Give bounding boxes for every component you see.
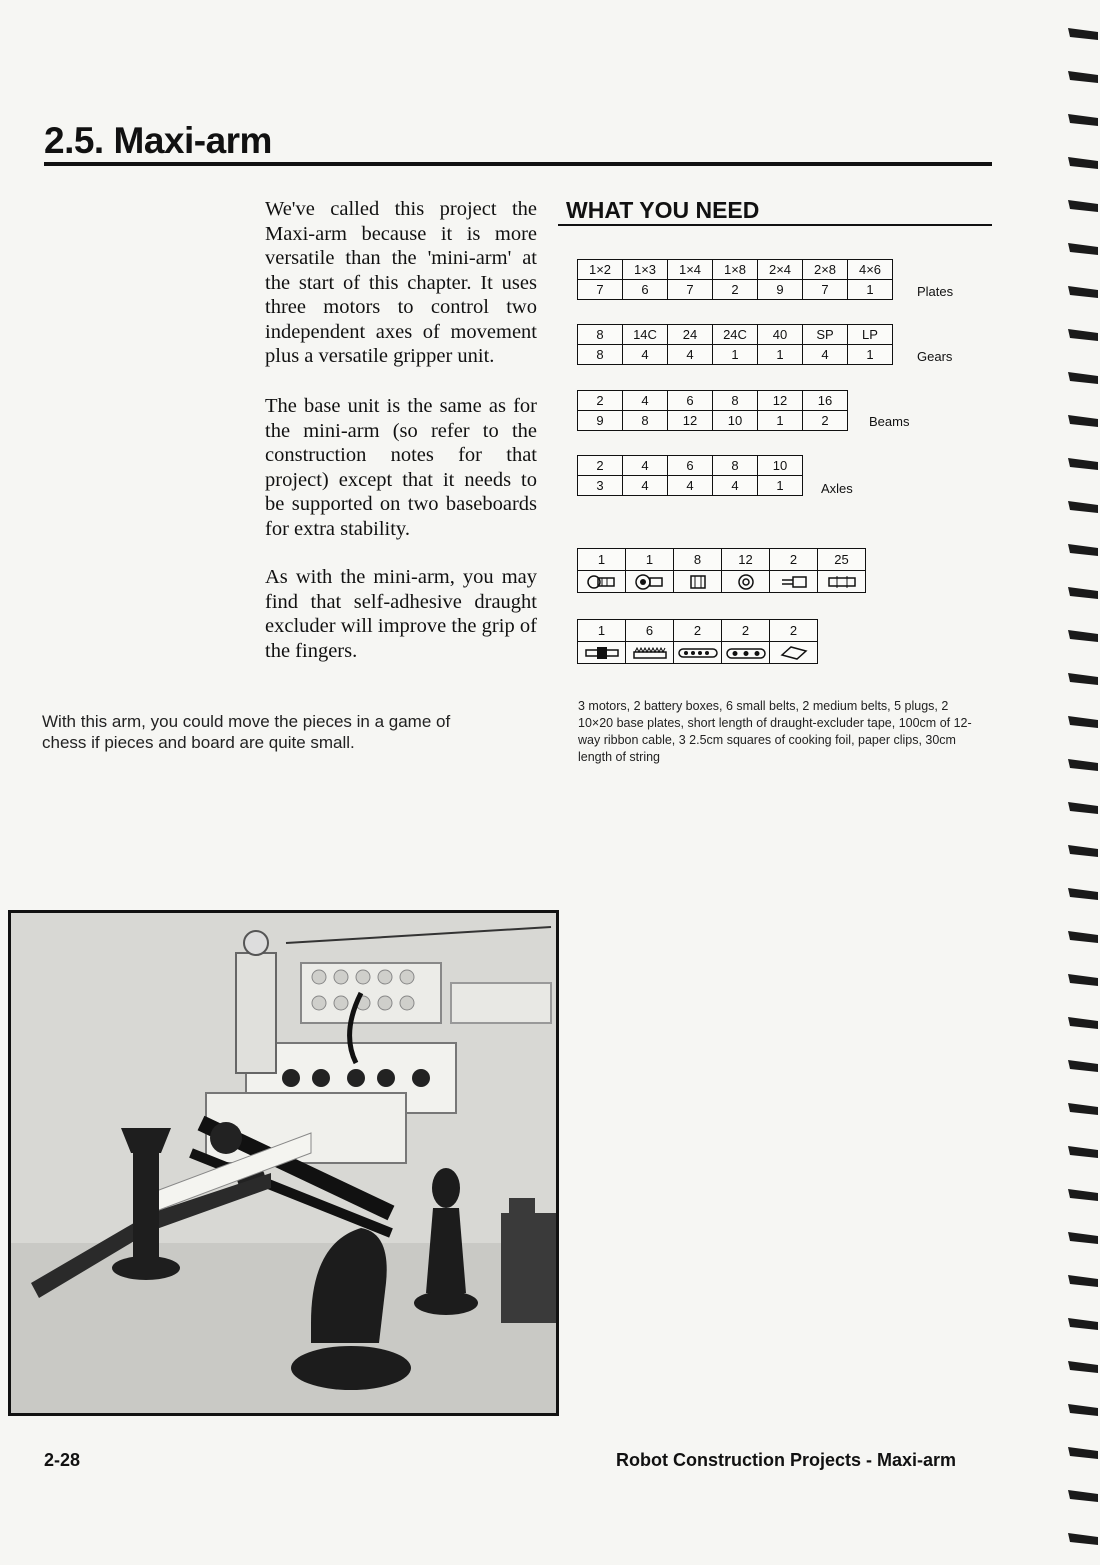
table-cell: 8 bbox=[674, 549, 722, 571]
table-cell: 4 bbox=[623, 456, 668, 476]
table-cell: 12 bbox=[758, 391, 803, 411]
binding-ring bbox=[1068, 415, 1098, 427]
table-cell: 8 bbox=[578, 325, 623, 345]
base-unit-paragraph: The base unit is the same as for the mini-arm (so refer to the construction notes for that project) except that it needs to be supported on two baseboards for extra stability. bbox=[265, 395, 537, 540]
binding-ring bbox=[1068, 71, 1098, 83]
table-cell: 4 bbox=[623, 345, 668, 365]
table-cell: 1 bbox=[758, 476, 803, 496]
special-parts-table-1 bbox=[577, 548, 866, 593]
table-cell: 9 bbox=[578, 411, 623, 431]
table-cell: 40 bbox=[758, 325, 803, 345]
connector-peg-icon bbox=[825, 573, 859, 591]
binding-ring bbox=[1068, 1103, 1098, 1115]
binding-ring bbox=[1068, 888, 1098, 900]
binding-ring bbox=[1068, 544, 1098, 556]
motor-connector-icon bbox=[585, 573, 619, 591]
table-cell bbox=[818, 571, 866, 593]
extra-items-list: 3 motors, 2 battery boxes, 6 small belts, 2 medium belts, 5 plugs, 2 10×20 base plates, short length of draught-excluder tape, 100cm of 12-way ribbon cable, 3 2.5cm squares of cooking foil, paper clips, 30cm length of string bbox=[578, 699, 972, 764]
axles-table bbox=[577, 455, 803, 496]
table-cell: 2 bbox=[770, 620, 818, 642]
table-cell: 1 bbox=[713, 345, 758, 365]
wheel-hub-icon bbox=[729, 573, 763, 591]
gears-table bbox=[577, 324, 893, 365]
binding-ring bbox=[1068, 1060, 1098, 1072]
table-cell: 4×6 bbox=[848, 260, 893, 280]
binding-ring bbox=[1068, 587, 1098, 599]
page-number: 2-28 bbox=[44, 1450, 81, 1470]
beams-sizes-row bbox=[578, 391, 848, 411]
table-cell: 1 bbox=[758, 411, 803, 431]
table-cell: 9 bbox=[758, 280, 803, 300]
table-cell: 2 bbox=[578, 391, 623, 411]
table-cell bbox=[578, 571, 626, 593]
binding-ring bbox=[1068, 845, 1098, 857]
binding-ring bbox=[1068, 931, 1098, 943]
binding-ring bbox=[1068, 1232, 1098, 1244]
table-cell: 24 bbox=[668, 325, 713, 345]
binding-ring bbox=[1068, 1146, 1098, 1158]
bush-icon bbox=[681, 573, 715, 591]
table-cell: 1×4 bbox=[668, 260, 713, 280]
binding-ring bbox=[1068, 501, 1098, 513]
grip-paragraph: As with the mini-arm, you may find that self-adhesive draught excluder will improve the grip of the fingers. bbox=[265, 566, 537, 662]
special-parts-icons-row bbox=[578, 642, 818, 664]
binding-ring bbox=[1068, 1490, 1098, 1502]
table-cell: 1 bbox=[848, 345, 893, 365]
table-cell: 4 bbox=[623, 476, 668, 496]
table-cell: 25 bbox=[818, 549, 866, 571]
table-cell: 24C bbox=[713, 325, 758, 345]
table-cell: 1×8 bbox=[713, 260, 758, 280]
title-rule bbox=[44, 162, 992, 166]
what-you-need-heading: WHAT YOU NEED bbox=[566, 197, 760, 223]
binding-ring bbox=[1068, 1017, 1098, 1029]
binding-ring bbox=[1068, 759, 1098, 771]
table-cell bbox=[626, 571, 674, 593]
gears-sizes-row bbox=[578, 325, 893, 345]
lamp-holder-icon bbox=[633, 573, 667, 591]
table-cell bbox=[674, 642, 722, 664]
table-cell: 10 bbox=[758, 456, 803, 476]
table-cell: 1 bbox=[578, 620, 626, 642]
binding-ring bbox=[1068, 974, 1098, 986]
binding-ring bbox=[1068, 1533, 1098, 1545]
section-title: 2.5. Maxi-arm bbox=[44, 120, 272, 161]
intro-paragraph: We've called this project the Maxi-arm because it is more versatile than the 'mini-arm' at the start of this chapter. It uses three motors to control two independent axes of movement plus a versatile gripper unit. bbox=[265, 198, 537, 367]
binding-ring bbox=[1068, 716, 1098, 728]
table-cell: 2 bbox=[803, 411, 848, 431]
worm-screw-icon bbox=[583, 644, 621, 662]
binding-ring bbox=[1068, 630, 1098, 642]
table-cell bbox=[578, 642, 626, 664]
table-cell: LP bbox=[848, 325, 893, 345]
binding-ring bbox=[1068, 372, 1098, 384]
tile-icon bbox=[775, 644, 813, 662]
table-cell: 6 bbox=[623, 280, 668, 300]
rack-icon bbox=[631, 644, 669, 662]
table-cell: 1×3 bbox=[623, 260, 668, 280]
table-cell: 7 bbox=[803, 280, 848, 300]
table-cell: 1×2 bbox=[578, 260, 623, 280]
table-cell: 2 bbox=[722, 620, 770, 642]
table-cell: 4 bbox=[623, 391, 668, 411]
table-cell: SP bbox=[803, 325, 848, 345]
link-plate-icon bbox=[725, 644, 767, 662]
table-cell bbox=[770, 642, 818, 664]
table-cell: 16 bbox=[803, 391, 848, 411]
table-cell: 12 bbox=[668, 411, 713, 431]
binding-ring bbox=[1068, 1318, 1098, 1330]
table-cell: 10 bbox=[713, 411, 758, 431]
running-footer: Robot Construction Projects - Maxi-arm bbox=[616, 1450, 957, 1470]
binding-ring bbox=[1068, 157, 1098, 169]
binding-ring bbox=[1068, 1404, 1098, 1416]
table-cell: 4 bbox=[803, 345, 848, 365]
table-cell: 8 bbox=[578, 345, 623, 365]
photo-caption: With this arm, you could move the pieces in a game of chess if pieces and board are quite small. bbox=[42, 712, 451, 752]
axles-label: Axles bbox=[821, 481, 853, 496]
special-parts-icons-row bbox=[578, 571, 866, 593]
table-cell: 8 bbox=[713, 456, 758, 476]
special-parts-counts-row bbox=[578, 620, 818, 642]
table-cell: 7 bbox=[578, 280, 623, 300]
binding-ring bbox=[1068, 329, 1098, 341]
table-cell: 2×8 bbox=[803, 260, 848, 280]
table-cell: 12 bbox=[722, 549, 770, 571]
binding-ring bbox=[1068, 1275, 1098, 1287]
table-cell: 2×4 bbox=[758, 260, 803, 280]
plates-table bbox=[577, 259, 893, 300]
spiral-binding bbox=[1064, 0, 1100, 1565]
binding-ring bbox=[1068, 200, 1098, 212]
table-cell: 2 bbox=[770, 549, 818, 571]
chain-link-icon bbox=[677, 644, 719, 662]
table-cell: 4 bbox=[668, 345, 713, 365]
table-cell: 8 bbox=[623, 411, 668, 431]
table-cell: 6 bbox=[626, 620, 674, 642]
binding-ring bbox=[1068, 1189, 1098, 1201]
table-cell: 6 bbox=[668, 391, 713, 411]
axles-counts-row bbox=[578, 476, 803, 496]
beams-table bbox=[577, 390, 848, 431]
binding-ring bbox=[1068, 286, 1098, 298]
what-you-need-rule bbox=[558, 224, 992, 226]
table-cell: 2 bbox=[674, 620, 722, 642]
special-parts-table-2 bbox=[577, 619, 818, 664]
binding-ring bbox=[1068, 1447, 1098, 1459]
table-cell bbox=[626, 642, 674, 664]
binding-ring bbox=[1068, 673, 1098, 685]
table-cell bbox=[722, 642, 770, 664]
binding-ring bbox=[1068, 458, 1098, 470]
table-cell bbox=[674, 571, 722, 593]
table-cell bbox=[770, 571, 818, 593]
beams-counts-row bbox=[578, 411, 848, 431]
special-parts-counts-row bbox=[578, 549, 866, 571]
table-cell: 7 bbox=[668, 280, 713, 300]
chess-robot-illustration bbox=[11, 913, 556, 1413]
binding-ring bbox=[1068, 114, 1098, 126]
gears-counts-row bbox=[578, 345, 893, 365]
axles-sizes-row bbox=[578, 456, 803, 476]
table-cell: 4 bbox=[668, 476, 713, 496]
table-cell: 3 bbox=[578, 476, 623, 496]
table-cell: 2 bbox=[578, 456, 623, 476]
binding-ring bbox=[1068, 28, 1098, 40]
axle-joiner-icon bbox=[777, 573, 811, 591]
binding-ring bbox=[1068, 802, 1098, 814]
table-cell bbox=[722, 571, 770, 593]
plates-label: Plates bbox=[917, 284, 954, 299]
binding-ring bbox=[1068, 243, 1098, 255]
table-cell: 1 bbox=[626, 549, 674, 571]
beams-label: Beams bbox=[869, 414, 910, 429]
gears-label: Gears bbox=[917, 349, 953, 364]
table-cell: 2 bbox=[713, 280, 758, 300]
table-cell: 4 bbox=[713, 476, 758, 496]
plates-counts-row bbox=[578, 280, 893, 300]
table-cell: 8 bbox=[713, 391, 758, 411]
table-cell: 6 bbox=[668, 456, 713, 476]
binding-ring bbox=[1068, 1361, 1098, 1373]
table-cell: 1 bbox=[578, 549, 626, 571]
table-cell: 1 bbox=[848, 280, 893, 300]
chess-robot-photo bbox=[8, 910, 559, 1416]
table-cell: 1 bbox=[758, 345, 803, 365]
plates-sizes-row bbox=[578, 260, 893, 280]
table-cell: 14C bbox=[623, 325, 668, 345]
